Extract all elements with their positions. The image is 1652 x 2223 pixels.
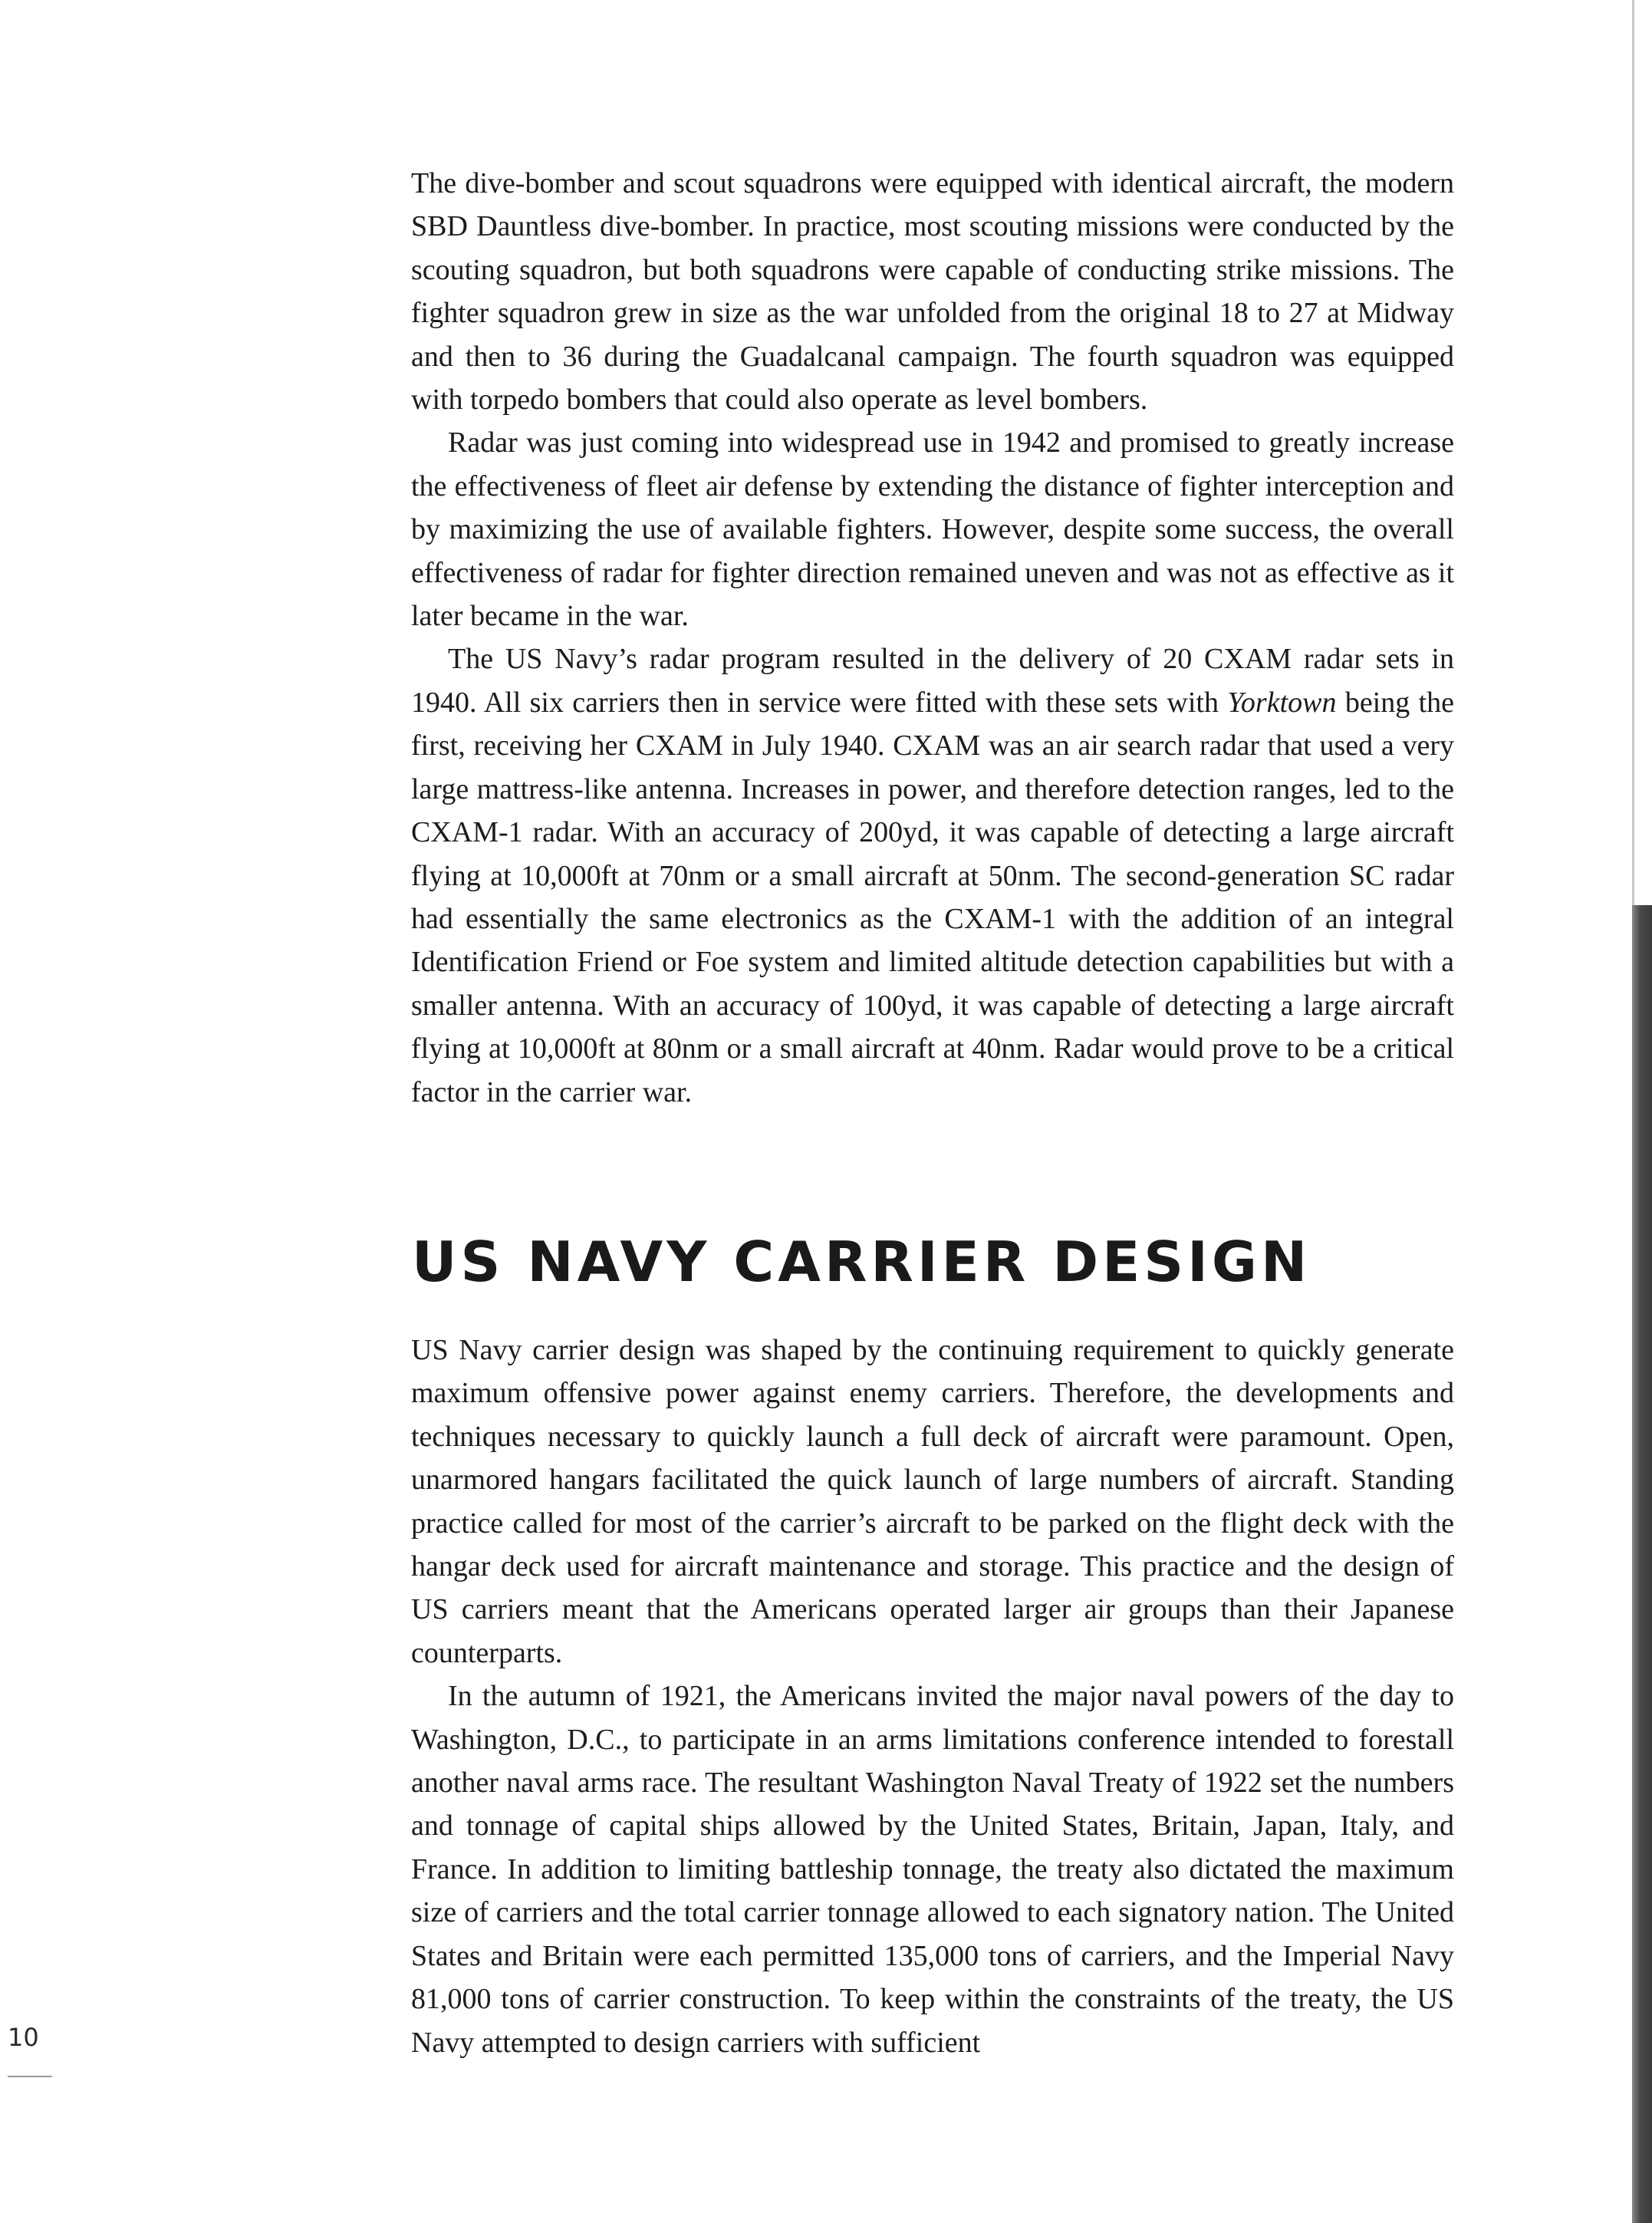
page-number: 10	[8, 2023, 39, 2052]
radar-text-before: The US Navy’s radar program resulted in the delivery of 20 CXAM radar sets in 1940. All six carriers then in service were fitted with these sets with	[411, 643, 1454, 719]
paragraph-washington-treaty: In the autumn of 1921, the Americans invited the major naval powers of the day to Washington, D.C., to participate in an arms limitations conference intended to forestall another naval arms race. The resultant Washington Naval Treaty of 1922 set the numbers and tonnage of capital ships allowed by the United States, Britain, Japan, Italy, and France. In addition to limiting battleship tonnage, the treaty also dictated the maximum size of carriers and the total carrier tonnage allowed to each signatory nation. The United States and Britain were each permitted 135,000 tons of carriers, and the Imperial Navy 81,000 tons of carrier construction. To keep within the constraints of the treaty, the US Navy attempted to design carriers with sufficient	[411, 1680, 1454, 2059]
page-edge-line	[1632, 0, 1634, 905]
paragraph-radar-intro: Radar was just coming into widespread use in 1942 and promised to greatly increase the effectiveness of fleet air defense by extending the distance of fighter interception and by maximizing the use of available fighters. However, despite some success, the overall effectiveness of radar for fighter direction remained uneven and was not as effective as it later became in the war.	[411, 426, 1454, 633]
page-number-rule	[8, 2076, 52, 2077]
paragraph-squadrons: The dive-bomber and scout squadrons were equipped with identical aircraft, the modern SBD Dauntless dive-bomber. In practice, most scouting missions were conducted by the scouting squadron, but both squadrons were capable of conducting strike missions. The fighter squadron grew in size as the war unfolded from the original 18 to 27 at Midway and then to 36 during the Guadalcanal campaign. The fourth squadron was equipped with torpedo bombers that could also operate as level bombers.	[411, 167, 1454, 417]
body-text-lower	[411, 1329, 1454, 2064]
section-heading: US NAVY CARRIER DESIGN	[412, 1230, 1311, 1294]
body-text-upper	[411, 162, 1454, 1114]
paragraph-radar-program	[411, 637, 1454, 1113]
radar-text-after: being the first, receiving her CXAM in July 1940. CXAM was an air search radar that used a very large mattress-like antenna. Increases in power, and therefore detection ranges, led to the CXAM-1 radar. With an accuracy of 200yd, it was capable of detecting a large aircraft flying at 10,000ft at 70nm or a small aircraft at 50nm. The second-generation SC radar had essentially the same electronics as the CXAM-1 with the addition of an integral Identification Friend or Foe system and limited altitude detection capabilities but with a smaller antenna. With an accuracy of 100yd, it was capable of detecting a large aircraft flying at 10,000ft at 80nm or a small aircraft at 40nm. Radar would prove to be a critical factor in the carrier war.	[411, 686, 1454, 1108]
ship-name-yorktown: Yorktown	[1227, 686, 1337, 719]
paragraph-carrier-design: US Navy carrier design was shaped by the continuing requirement to quickly generate maximum offensive power against enemy carriers. Therefore, the developments and techniques necessary to quickly launch a full deck of aircraft were paramount. Open, unarmored hangars facilitated the quick launch of large numbers of aircraft. Standing practice called for most of the carrier’s aircraft to be parked on the flight deck with the hangar deck used for aircraft maintenance and storage. This practice and the design of US carriers meant that the Americans operated larger air groups than their Japanese counterparts.	[411, 1334, 1454, 1669]
binding-edge-shadow	[1632, 905, 1652, 2223]
